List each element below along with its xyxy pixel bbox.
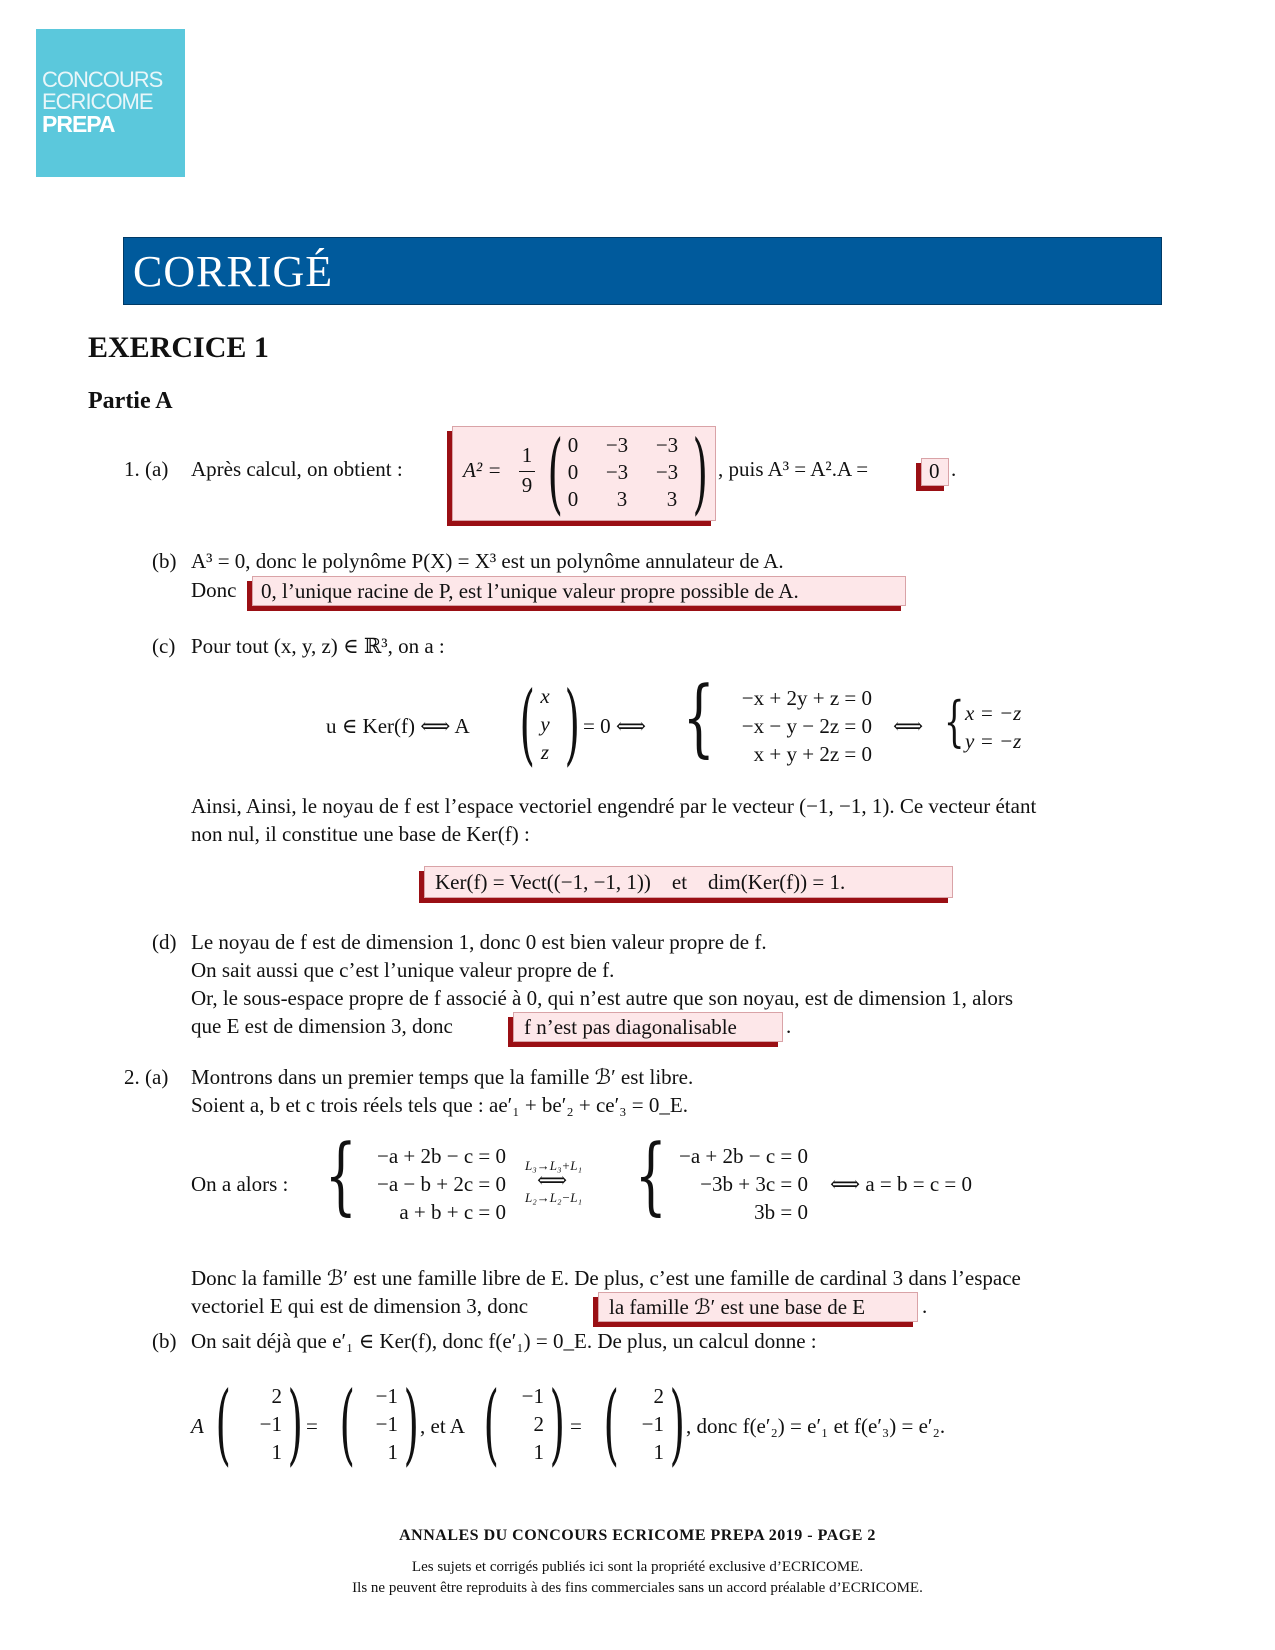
system-equation: x = −z	[965, 701, 1022, 725]
left-paren: (	[339, 1372, 355, 1475]
left-brace: {	[682, 668, 715, 766]
q1c-boxed-text: Ker(f) = Vect((−1, −1, 1)) et dim(Ker(f)) = 1.	[435, 870, 846, 894]
banner-title: CORRIGÉ	[133, 247, 334, 296]
vector-cell: 2	[271, 1384, 282, 1408]
vector-cell: −1	[375, 1384, 398, 1408]
system-equation: −3b + 3c = 0	[700, 1172, 808, 1196]
vector-cell: z	[540, 740, 550, 764]
matrix-cell: −3	[605, 433, 629, 457]
vector-cell: 2	[653, 1384, 664, 1408]
et-A: , et A	[420, 1414, 465, 1438]
iff-symbol: ⟺	[537, 1168, 568, 1192]
left-paren: (	[483, 1372, 499, 1475]
q1c-result-box	[424, 866, 953, 898]
right-paren: )	[669, 1372, 685, 1475]
equals-sign: =	[570, 1414, 582, 1438]
q1d-line4: que E est de dimension 3, donc	[191, 1014, 453, 1038]
system-equation: 3b = 0	[754, 1200, 808, 1224]
system-equation: −a + 2b − c = 0	[678, 1144, 808, 1168]
q1a-zero: 0	[929, 459, 940, 483]
system-equation: −x + 2y + z = 0	[741, 686, 872, 710]
q1a-zero-box	[921, 458, 949, 486]
matrix-cell: 0	[567, 460, 579, 484]
q1d-line3: Or, le sous-espace propre de f associé à 0, qui n’est autre que son noyau, est de dimension 1, alors	[191, 986, 1014, 1010]
q2a-dot: .	[922, 1294, 928, 1318]
right-paren: )	[403, 1372, 419, 1475]
q1d-line2: On sait aussi que c’est l’unique valeur propre de f.	[191, 958, 615, 982]
q1b-label: (b)	[152, 549, 177, 573]
row-operation-bottom: L₂→L₂−L₁	[525, 1190, 583, 1205]
q2a-result-box	[598, 1292, 918, 1322]
q1b-result-box	[252, 576, 906, 606]
vector-cell: −1	[641, 1412, 664, 1436]
q1b-donc: Donc	[191, 578, 237, 602]
q1a-result-box	[452, 421, 716, 524]
vector-cell: −1	[259, 1412, 282, 1436]
footer-title: ANNALES DU CONCOURS ECRICOME PREPA 2019 - PAGE 2	[399, 1527, 876, 1544]
q2a-ona: On a alors :	[191, 1172, 289, 1196]
vector-cell: x	[540, 684, 550, 708]
q1b-line1: A³ = 0, donc le polynôme P(X) = X³ est un polynôme annulateur de A.	[191, 549, 784, 573]
matrix-cell: −3	[605, 460, 629, 484]
q1d-result-box	[513, 1012, 783, 1042]
left-brace: {	[943, 690, 965, 753]
q1b-boxed-text: 0, l’unique racine de P, est l’unique valeur propre possible de A.	[261, 579, 799, 603]
matrix-cell: 3	[666, 487, 678, 511]
q1a-number: 1. (a)	[124, 457, 169, 481]
q1c-line1: Pour tout (x, y, z) ∈ ℝ³, on a :	[191, 634, 445, 658]
iff-symbol: ⟺	[893, 714, 924, 738]
q2b-tail: , donc f(e′₂) = e′₁ et f(e′₃) = e′₂.	[686, 1414, 946, 1438]
q1a-frac-den: 9	[521, 473, 533, 497]
right-paren: )	[549, 1372, 565, 1475]
q1c-paragraph-line1: Ainsi, Ainsi, le noyau de f est l’espace vectoriel engendré par le vecteur (−1, −1, 1). Ce vecteur étant	[191, 794, 1037, 818]
left-paren: (	[547, 421, 563, 524]
system-equation: x + y + 2z = 0	[753, 742, 872, 766]
matrix-cell: −3	[655, 433, 679, 457]
matrix-cell: 3	[616, 487, 628, 511]
system-equation: −a + 2b − c = 0	[376, 1144, 506, 1168]
left-paren: (	[519, 672, 535, 775]
q1c-lhs: u ∈ Ker(f) ⟺ A	[326, 714, 470, 738]
vector-cell: −1	[375, 1412, 398, 1436]
matrix-cell: 0	[567, 487, 579, 511]
right-paren: )	[692, 421, 708, 524]
vector-cell: y	[540, 712, 550, 736]
q1a-puis: , puis A³ = A².A =	[718, 457, 869, 481]
q1a-matrix	[558, 433, 688, 517]
q1c-label: (c)	[152, 634, 176, 658]
q2b-line1: On sait déjà que e′₁ ∈ Ker(f), donc f(e′₁) = 0_E. De plus, un calcul donne :	[191, 1329, 817, 1353]
part-title: Partie A	[88, 388, 173, 414]
exercise-title: EXERCICE 1	[88, 331, 269, 364]
ecricome-logo: CONCOURS ECRICOME PREPA	[36, 29, 185, 177]
matrix-A-symbol: A	[191, 1414, 204, 1438]
system-equation: −x − y − 2z = 0	[741, 714, 872, 738]
q1d-line1: Le noyau de f est de dimension 1, donc 0 est bien valeur propre de f.	[191, 930, 767, 954]
right-paren: )	[287, 1372, 303, 1475]
footer-notice-2: Ils ne peuvent être reproduits à des fins commerciales sans un accord préalable d’ECRICOME.	[352, 1580, 923, 1596]
vector-cell: 1	[387, 1440, 398, 1464]
left-paren: (	[215, 1372, 231, 1475]
vector-cell: 2	[533, 1412, 544, 1436]
vector-cell: 1	[533, 1440, 544, 1464]
q1c-eq0: = 0 ⟺	[583, 714, 646, 738]
vector-cell: 1	[271, 1440, 282, 1464]
q2b-label: (b)	[152, 1329, 177, 1353]
matrix-cell: −3	[655, 460, 679, 484]
system-equation: a + b + c = 0	[399, 1200, 506, 1224]
matrix-cell: 0	[567, 433, 579, 457]
q1a-lhs: A² =	[463, 458, 502, 482]
left-brace: {	[634, 1126, 667, 1224]
q1d-dot: .	[786, 1014, 792, 1038]
q1c-paragraph-line2: non nul, il constitue une base de Ker(f) :	[191, 822, 530, 846]
q1d-label: (d)	[152, 930, 177, 954]
system-equation: y = −z	[965, 729, 1022, 753]
q2a-paragraph-line1: Donc la famille ℬ′ est une famille libre de E. De plus, c’est une famille de cardinal 3 dans l’espace	[191, 1266, 1021, 1290]
q2a-line2: Soient a, b et c trois réels tels que : ae′₁ + be′₂ + ce′₃ = 0_E.	[191, 1093, 688, 1117]
footer-notice-1: Les sujets et corrigés publiés ici sont la propriété exclusive d’ECRICOME.	[411, 1559, 864, 1575]
q1a-text: Après calcul, on obtient :	[191, 457, 403, 481]
equals-sign: =	[306, 1414, 318, 1438]
q1a-frac-num: 1	[521, 443, 533, 467]
vector-cell: −1	[521, 1384, 544, 1408]
q1a-dot: .	[951, 457, 957, 481]
left-brace: {	[324, 1126, 357, 1224]
row-operation-top: L₃→L₃+L₁	[525, 1158, 583, 1173]
q2a-line1: Montrons dans un premier temps que la famille ℬ′ est libre.	[191, 1065, 694, 1089]
left-paren: (	[603, 1372, 619, 1475]
vector-cell: 1	[653, 1440, 664, 1464]
right-paren: )	[564, 672, 580, 775]
q2a-number: 2. (a)	[124, 1065, 169, 1089]
q2a-boxed-text: la famille ℬ′ est une base de E	[609, 1295, 866, 1319]
q1d-boxed-text: f n’est pas diagonalisable	[524, 1015, 737, 1039]
q2a-conclusion: ⟺ a = b = c = 0	[830, 1172, 973, 1196]
corrige-banner	[123, 237, 1162, 305]
system-equation: −a − b + 2c = 0	[376, 1172, 506, 1196]
q2a-paragraph-line2: vectoriel E qui est de dimension 3, donc	[191, 1294, 529, 1318]
